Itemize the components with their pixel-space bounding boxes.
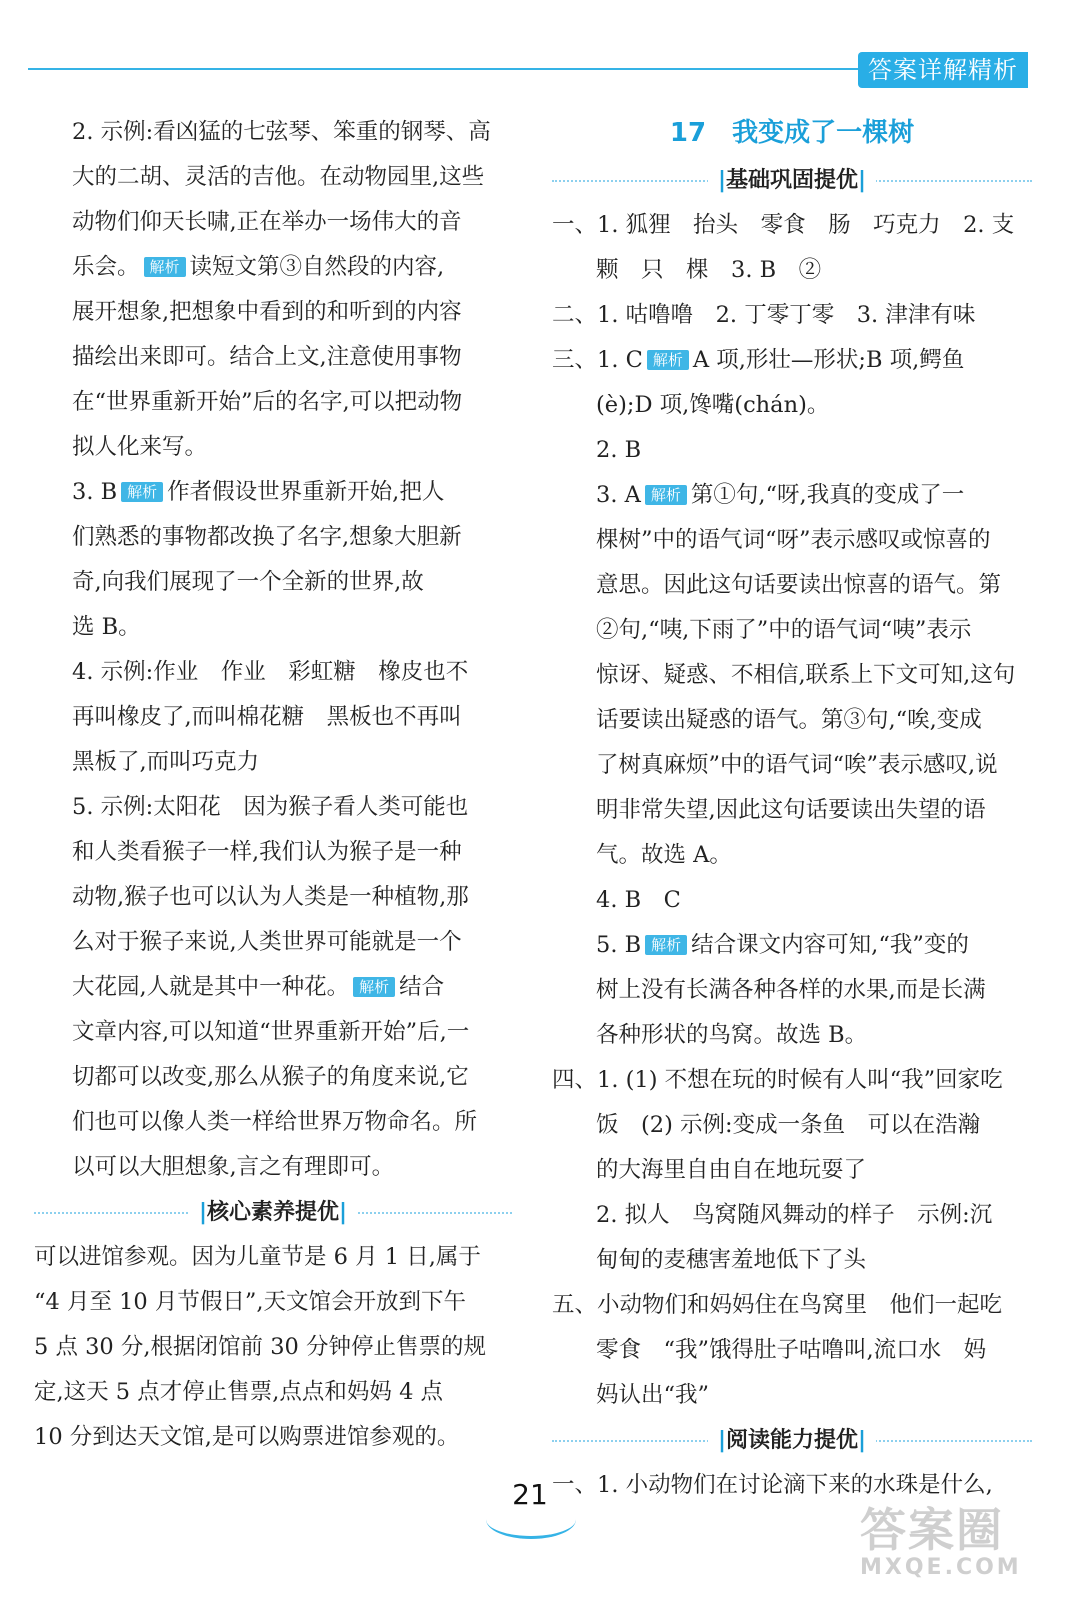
text-line: (è);D 项,馋嘴(chán)。	[596, 392, 830, 418]
text-line: 一、1. 小动物们在讨论滴下来的水珠是什么,	[552, 1472, 993, 1498]
text-line: 四、1. (1) 不想在玩的时候有人叫“我”回家吃	[552, 1067, 1003, 1093]
text-line: 大的二胡、灵活的吉他。在动物园里,这些	[72, 164, 485, 190]
text-line: 奇,向我们展现了一个全新的世界,故	[72, 569, 424, 595]
lesson-number: 17	[669, 118, 707, 148]
left-column	[34, 110, 512, 1460]
text-line: 甸甸的麦穗害羞地低下了头	[596, 1247, 867, 1273]
text-line: 以可以大胆想象,言之有理即可。	[72, 1154, 395, 1180]
text-line: 再叫橡皮了,而叫棉花糖 黑板也不再叫	[72, 704, 462, 730]
text-line: 意思。因此这句话要读出惊喜的语气。第	[596, 572, 1002, 598]
text-line: ②句,“咦,下雨了”中的语气词“咦”表示	[596, 617, 972, 643]
text-line: 4. B C	[596, 887, 681, 913]
text-line: 5. 示例:太阳花 因为猴子看人类可能也	[72, 794, 469, 820]
text-line: 树上没有长满各种各样的水果,而是长满	[596, 977, 986, 1003]
header-badge: 答案详解精析	[858, 52, 1028, 88]
text-line: 2. B	[596, 437, 642, 463]
text-line: 气。故选 A。	[596, 842, 732, 868]
text-line: 了树真麻烦”中的语气词“唉”表示感叹,说	[596, 752, 998, 778]
section-heading-reading: |阅读能力提优|	[552, 1418, 1032, 1463]
text-line: 棵树”中的语气词“呀”表示感叹或惊喜的	[596, 527, 991, 553]
text-line: “4 月至 10 月节假日”,天文馆会开放到下午	[34, 1289, 467, 1315]
text-line: 五、小动物们和妈妈住在鸟窝里 他们一起吃	[552, 1292, 1003, 1318]
analysis-tag: 解析	[645, 935, 687, 955]
watermark-logo: 答案圈 MXQE.COM	[860, 1503, 1022, 1580]
text-line: 2. 拟人 鸟窝随风舞动的样子 示例:沉	[596, 1202, 993, 1228]
text-line: 二、1. 咕噜噜 2. 丁零丁零 3. 津津有味	[552, 302, 976, 328]
text-line: 可以进馆参观。因为儿童节是 6 月 1 日,属于	[34, 1244, 481, 1270]
analysis-tag: 解析	[121, 482, 163, 502]
text-line: 5 点 30 分,根据闭馆前 30 分钟停止售票的规	[34, 1334, 486, 1360]
text-line: 大花园,人就是其中一种花。 解析 结合	[72, 974, 445, 1000]
text-line: 么对于猴子来说,人类世界可能就是一个	[72, 929, 462, 955]
text-line: 动物们仰天长啸,正在举办一场伟大的音	[72, 209, 462, 235]
text-line: 选 B。	[72, 614, 141, 640]
text-line: 零食 “我”饿得肚子咕噜叫,流口水 妈	[596, 1337, 987, 1363]
page-number-arc	[486, 1500, 576, 1539]
text-line: 的大海里自由自在地玩耍了	[596, 1157, 867, 1183]
text-line: 和人类看猴子一样,我们认为猴子是一种	[72, 839, 462, 865]
text-line: 饭 (2) 示例:变成一条鱼 可以在浩瀚	[596, 1112, 981, 1138]
text-line: 各种形状的鸟窝。故选 B。	[596, 1022, 868, 1048]
text-line: 话要读出疑惑的语气。第③句,“唉,变成	[596, 707, 982, 733]
section-heading-basic: |基础巩固提优|	[552, 158, 1032, 203]
text-line: 3. A 解析 第①句,“呀,我真的变成了一	[596, 482, 965, 508]
page-number: 21	[512, 1478, 548, 1511]
text-line: 三、1. C 解析 A 项,形壮—形状;B 项,鳄鱼	[552, 347, 965, 373]
text-line: 定,这天 5 点才停止售票,点点和妈妈 4 点	[34, 1379, 444, 1405]
text-line: 4. 示例:作业 作业 彩虹糖 橡皮也不	[72, 659, 469, 685]
text-line: 切都可以改变,那么从猴子的角度来说,它	[72, 1064, 469, 1090]
text-line: 5. B 解析 结合课文内容可知,“我”变的	[596, 932, 969, 958]
text-line: 妈认出“我”	[596, 1382, 710, 1408]
text-line: 们也可以像人类一样给世界万物命名。所	[72, 1109, 478, 1135]
analysis-tag: 解析	[353, 977, 395, 997]
text-line: 黑板了,而叫巧克力	[72, 749, 260, 775]
header-rule	[28, 68, 858, 70]
analysis-tag: 解析	[144, 257, 186, 277]
text-line: 文章内容,可以知道“世界重新开始”后,一	[72, 1019, 470, 1045]
text-line: 描绘出来即可。结合上文,注意使用事物	[72, 344, 462, 370]
text-line: 3. B 解析 作者假设世界重新开始,把人	[72, 479, 445, 505]
text-line: 们熟悉的事物都改换了名字,想象大胆新	[72, 524, 462, 550]
text-line: 一、1. 狐狸 抬头 零食 肠 巧克力 2. 支	[552, 212, 1015, 238]
lesson-title: 17 我变成了一棵树	[669, 118, 915, 148]
section-heading-core: |核心素养提优|	[34, 1190, 512, 1235]
text-line: 惊讶、疑惑、不相信,联系上下文可知,这句	[596, 662, 1016, 688]
text-line: 2. 示例:看凶猛的七弦琴、笨重的钢琴、高	[72, 119, 491, 145]
text-line: 10 分到达天文馆,是可以购票进馆参观的。	[34, 1424, 460, 1450]
text-line: 明非常失望,因此这句话要读出失望的语	[596, 797, 986, 823]
analysis-tag: 解析	[645, 485, 687, 505]
right-column	[552, 108, 1032, 1508]
text-line: 乐会。 解析 读短文第③自然段的内容,	[72, 254, 445, 280]
text-line: 拟人化来写。	[72, 434, 208, 460]
analysis-tag: 解析	[647, 350, 689, 370]
text-line: 展开想象,把想象中看到的和听到的内容	[72, 299, 462, 325]
text-line: 动物,猴子也可以认为人类是一种植物,那	[72, 884, 469, 910]
text-line: 在“世界重新开始”后的名字,可以把动物	[72, 389, 463, 415]
text-line: 颗 只 棵 3. B ②	[596, 257, 822, 283]
